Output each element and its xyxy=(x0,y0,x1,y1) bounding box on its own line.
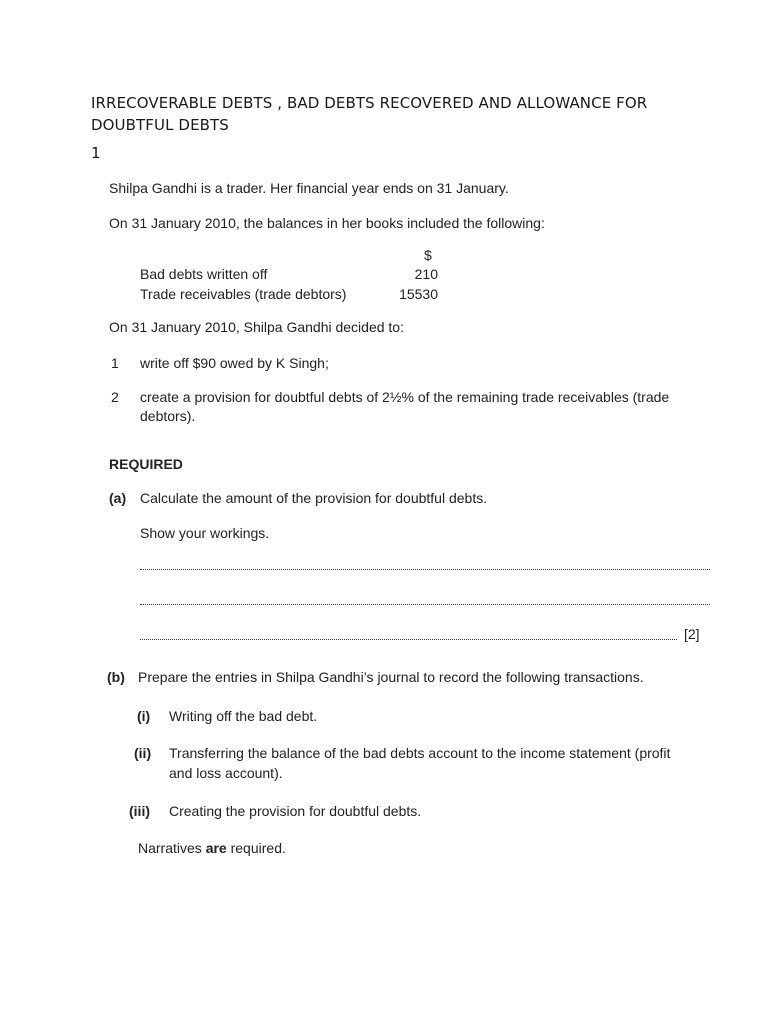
part-b-ii-text-line-2: and loss account). xyxy=(169,765,283,781)
part-b-i-text: Writing off the bad debt. xyxy=(169,708,318,724)
part-a-text: Calculate the amount of the provision for doubtful debts. xyxy=(140,490,488,506)
part-b-iii-text: Creating the provision for doubtful debts. xyxy=(169,803,422,819)
part-a-marks: [2] xyxy=(684,626,700,642)
balance-value-bad-debts: 210 xyxy=(414,266,438,282)
balance-label-bad-debts: Bad debts written off xyxy=(140,266,268,282)
decision-text-2-line-2: debtors). xyxy=(140,408,196,424)
decision-number-2: 2 xyxy=(111,389,119,405)
narratives-pre: Narratives xyxy=(138,840,206,856)
part-b-label: (b) xyxy=(107,669,125,685)
decision-intro: On 31 January 2010, Shilpa Gandhi decided to: xyxy=(109,319,404,335)
part-b-ii-text-line-1: Transferring the balance of the bad debts account to the income statement (profit xyxy=(169,745,671,761)
decision-number-1: 1 xyxy=(111,355,119,371)
part-b-text: Prepare the entries in Shilpa Gandhi’s journal to record the following transactions. xyxy=(138,669,644,685)
part-b-iii-label: (iii) xyxy=(129,803,150,819)
balance-label-trade-receivables: Trade receivables (trade debtors) xyxy=(140,286,347,302)
document-heading xyxy=(91,92,647,136)
heading-line-1: IRRECOVERABLE DEBTS , BAD DEBTS RECOVERED AND ALLOWANCE FOR xyxy=(91,94,648,112)
question-number: 1 xyxy=(91,144,101,162)
decision-text-2-line-1: create a provision for doubtful debts of 2½% of the remaining trade receivables (trade xyxy=(140,389,670,405)
narratives-note xyxy=(138,840,286,856)
intro-text: Shilpa Gandhi is a trader. Her financial year ends on 31 January. xyxy=(109,180,509,196)
heading-line-2: DOUBTFUL DEBTS xyxy=(91,116,229,134)
narratives-emphasis: are xyxy=(205,840,227,856)
decision-text-1: write off $90 owed by K Singh; xyxy=(140,355,329,371)
answer-line-2[interactable] xyxy=(140,603,710,605)
part-b-i-label: (i) xyxy=(137,708,151,724)
currency-header: $ xyxy=(424,247,432,263)
answer-line-3[interactable] xyxy=(140,638,677,640)
part-a-label: (a) xyxy=(109,490,127,506)
narratives-post: required. xyxy=(226,840,286,856)
part-b-ii-label: (ii) xyxy=(134,745,152,761)
answer-line-1[interactable] xyxy=(140,568,710,570)
balances-intro: On 31 January 2010, the balances in her books included the following: xyxy=(109,215,545,231)
part-a-subtext: Show your workings. xyxy=(140,525,270,541)
required-heading: REQUIRED xyxy=(109,456,183,472)
balance-value-trade-receivables: 15530 xyxy=(399,286,438,302)
